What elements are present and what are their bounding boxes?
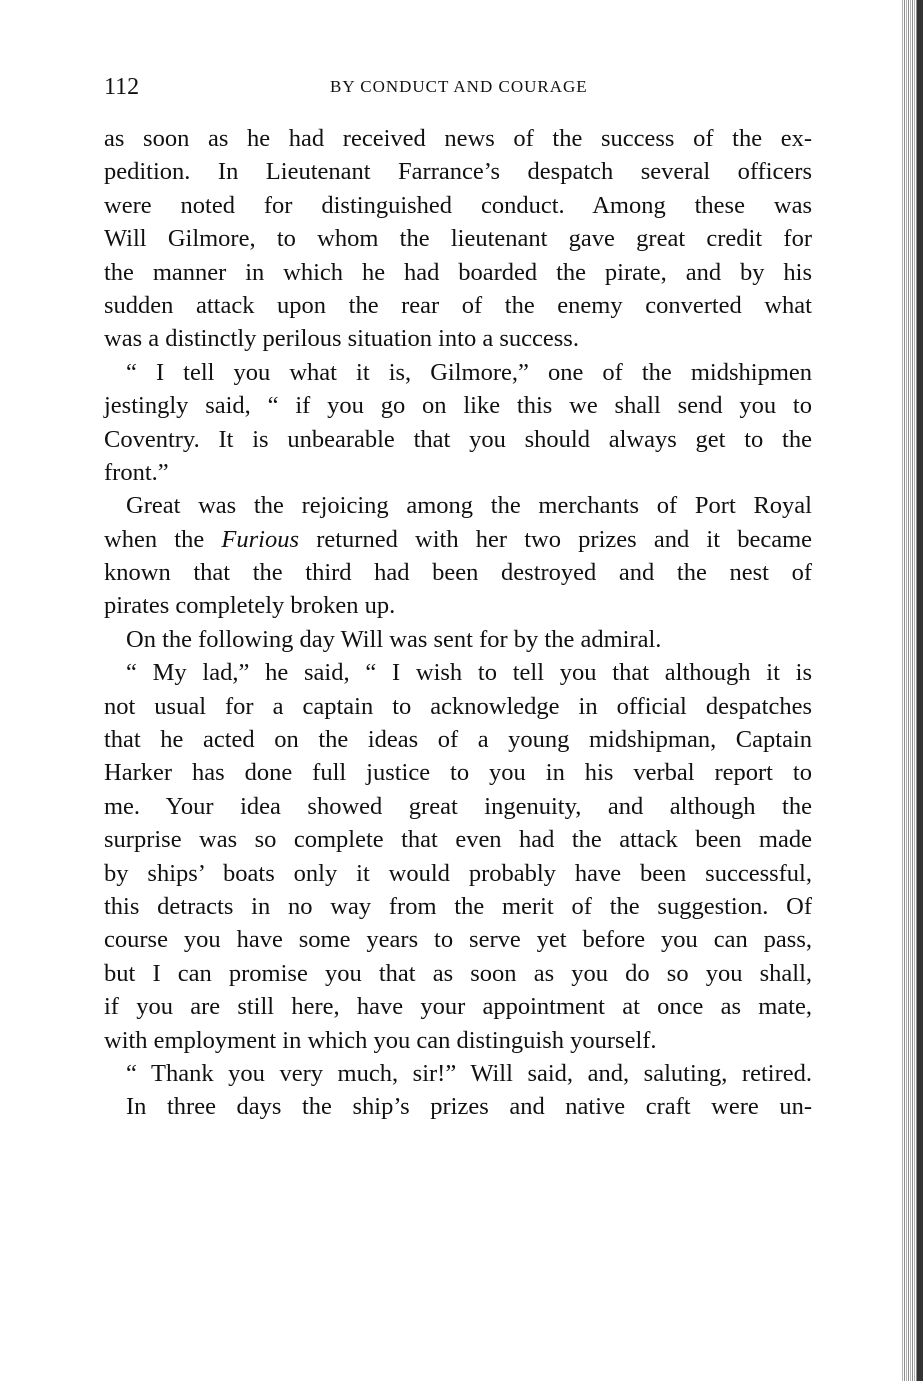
text-line: Will Gilmore, to whom the lieutenant gave great credit for [104,225,812,253]
text-line: if you are still here, have your appointment at once as mate, [104,993,812,1021]
text-line: sudden attack upon the rear of the enemy converted what [104,291,812,319]
text-line: On the following day Will was sent for by the admiral. [126,625,662,653]
text-line: were noted for distinguished conduct. Among these was [104,191,812,219]
text-line: “ Thank you very much, sir!” Will said, and, saluting, retired. [126,1059,812,1087]
text-line: course you have some years to serve yet before you can pass, [104,926,812,954]
text-line: was a distinctly perilous situation into a success. [104,325,579,353]
text-line: as soon as he had received news of the success of the ex- [104,125,812,152]
ship-name-italic: Furious [221,525,299,553]
text-segment: returned with her two prizes and it became [316,525,813,553]
body-text [104,122,812,1124]
text-line: this detracts in no way from the merit of the suggestion. Of [104,892,812,920]
running-title: BY CONDUCT AND COURAGE [330,77,588,96]
text-line: but I can promise you that as soon as you do so you shall, [104,959,812,987]
text-line: In three days the ship’s prizes and native craft were un- [126,1093,812,1121]
text-line: not usual for a captain to acknowledge in official despatches [104,692,812,720]
text-line [104,523,812,556]
text-line: pedition. In Lieutenant Farrance’s despatch several officers [104,158,812,186]
text-line: the manner in which he had boarded the pirate, and by his [104,258,812,286]
text-line: known that the third had been destroyed and the nest of [104,559,812,587]
text-line: Great was the rejoicing among the merchants of Port Royal [126,492,812,520]
text-line: pirates completely broken up. [104,592,396,620]
text-line: “ My lad,” he said, “ I wish to tell you that although it is [126,659,812,687]
running-header [104,74,812,104]
text-line: surprise was so complete that even had the attack been made [104,826,812,854]
text-line: that he acted on the ideas of a young midshipman, Captain [104,726,812,754]
text-line: me. Your idea showed great ingenuity, and although the [104,792,812,820]
text-line: “ I tell you what it is, Gilmore,” one of the midshipmen [126,358,812,386]
text-line: with employment in which you can distinguish yourself. [104,1026,657,1054]
text-line: jestingly said, “ if you go on like this we shall send you to [104,392,812,420]
text-line: front.” [104,458,169,486]
text-line: Coventry. It is unbearable that you should always get to the [104,425,812,453]
text-segment: when the [104,525,205,553]
page-number: 112 [104,74,140,100]
text-line: Harker has done full justice to you in his verbal report to [104,759,812,787]
text-line: by ships’ boats only it would probably have been successful, [104,859,812,887]
page-edge-shadow [917,0,923,1381]
